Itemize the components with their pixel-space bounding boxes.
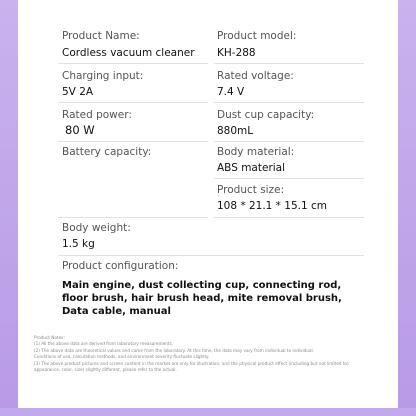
divider [58,102,208,103]
rated-power-value: 80 W [65,123,95,137]
product-configuration-label: Product configuration: [62,260,179,272]
charging-input-label: Charging input: [62,70,144,82]
product-model-value: KH-288 [217,47,256,59]
configuration-line: floor brush, hair brush head, mite removal brush, [62,293,342,304]
notes-title: Product Notes: [34,335,65,340]
product-notes [34,335,374,373]
battery-capacity-label: Battery capacity: [62,146,152,158]
bottom-purple-border [0,408,416,416]
body-material-label: Body material: [217,146,295,158]
divider [214,217,364,218]
product-model-label: Product model: [217,30,297,42]
product-size-label: Product size: [217,184,285,196]
divider [58,63,208,64]
rated-voltage-value: 7.4 V [217,86,245,98]
divider [214,63,364,64]
notes-line: (3) The above product pictures and screen content in the market are only for illustration, and the physical product effect (including but not limited to) [34,360,349,366]
body-material-value: ABS material [217,162,286,174]
notes-line: (2) The above data are theoretical values and come from the laboratory. At this time, the data may vary from individual to individual. [34,347,314,353]
notes-line: appearance, color, size) slightly different, please refer to the actual. [34,367,177,373]
product-size-value: 108 * 21.1 * 15.1 cm [217,200,327,212]
notes-line: (1) All the above data are derived from laboratory measurements. [34,341,173,347]
body-weight-value: 1.5 kg [62,238,95,250]
product-name-label: Product Name: [62,30,140,42]
divider [58,217,208,218]
body-weight-label: Body weight: [62,222,131,234]
dust-cup-capacity-value: 880mL [217,125,254,137]
configuration-line: Data cable, manual [62,306,171,317]
notes-line: Conditions of use, calculation methods, and environment severity fluctuate slightly. [34,354,210,360]
rated-voltage-label: Rated voltage: [217,70,294,82]
divider [214,178,364,179]
right-purple-border [398,0,416,416]
product-configuration-value [62,279,362,318]
rated-power-label: Rated power: [62,109,132,121]
product-name-value: Cordless vacuum cleaner [62,47,195,59]
configuration-line: Main engine, dust collecting cup, connecting rod, [62,280,342,291]
divider [214,102,364,103]
divider [58,141,208,142]
divider [214,141,364,142]
dust-cup-capacity-label: Dust cup capacity: [217,109,315,121]
left-purple-border [0,0,18,416]
charging-input-value: 5V 2A [62,86,94,98]
divider [58,255,364,256]
